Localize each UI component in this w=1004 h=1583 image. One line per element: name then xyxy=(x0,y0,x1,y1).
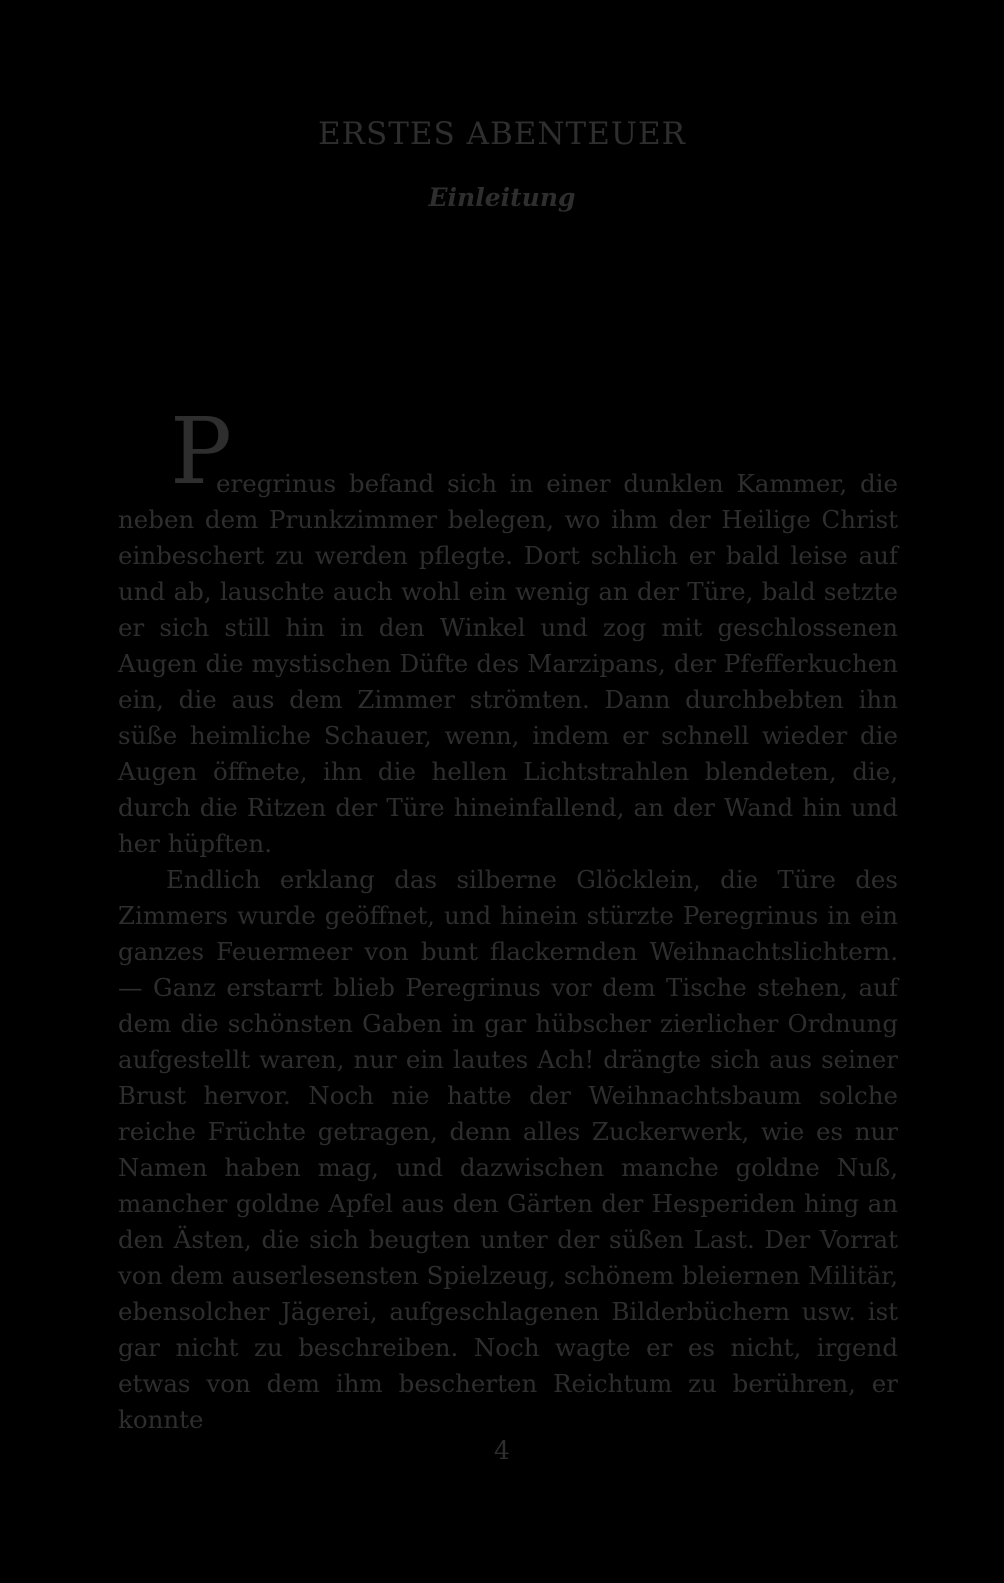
paragraph-first xyxy=(118,398,898,862)
page-number: 4 xyxy=(494,1436,510,1465)
paragraph-first-text: eregrinus befand sich in einer dunklen Kammer, die neben dem Prunkzimmer belegen, wo ihm der Heilige Christ einbeschert zu werden pflegte. Dort schlich er bald leise auf und ab, lauschte auch wohl ein wenig an der Türe, bald setzte er sich still hin in den Winkel und zog mit geschlossenen Augen die mystischen Düfte des Marzipans, der Pfefferkuchen ein, die aus dem Zimmer strömten. Dann durchbebten ihn süße heimliche Schauer, wenn, indem er schnell wieder die Augen öffnete, ihn die hellen Lichtstrahlen blendeten, die, durch die Ritzen der Türe hineinfallend, an der Wand hin und her hüpften. xyxy=(118,469,898,858)
chapter-subtitle: Einleitung xyxy=(428,183,576,212)
chapter-title: ERSTES ABENTEUER xyxy=(318,116,686,152)
paragraph-second: Endlich erklang das silberne Glöcklein, die Türe des Zimmers wurde geöffnet, und hinein stürzte Peregrinus in ein ganzes Feuermeer von bunt flackernden Weihnachtslichtern. — Ganz erstarrt blieb Peregrinus vor dem Tische stehen, auf dem die schönsten Gaben in gar hübscher zierlicher Ordnung aufgestellt waren, nur ein lautes Ach! drängte sich aus seiner Brust hervor. Noch nie hatte der Weihnachtsbaum solche reiche Früchte getragen, denn alles Zuckerwerk, wie es nur Namen haben mag, und dazwischen manche goldne Nuß, mancher goldne Apfel aus den Gärten der Hesperiden hing an den Ästen, die sich beugten unter der süßen Last. Der Vorrat von dem auserlesensten Spielzeug, schönem bleiernen Militär, ebensolcher Jägerei, aufgeschlagenen Bilderbüchern usw. ist gar nicht zu beschreiben. Noch wagte er es nicht, irgend etwas von dem ihm bescherten Reichtum zu berühren, er konnte xyxy=(118,865,898,1434)
drop-cap: P xyxy=(170,398,232,505)
body-text xyxy=(118,398,898,1438)
